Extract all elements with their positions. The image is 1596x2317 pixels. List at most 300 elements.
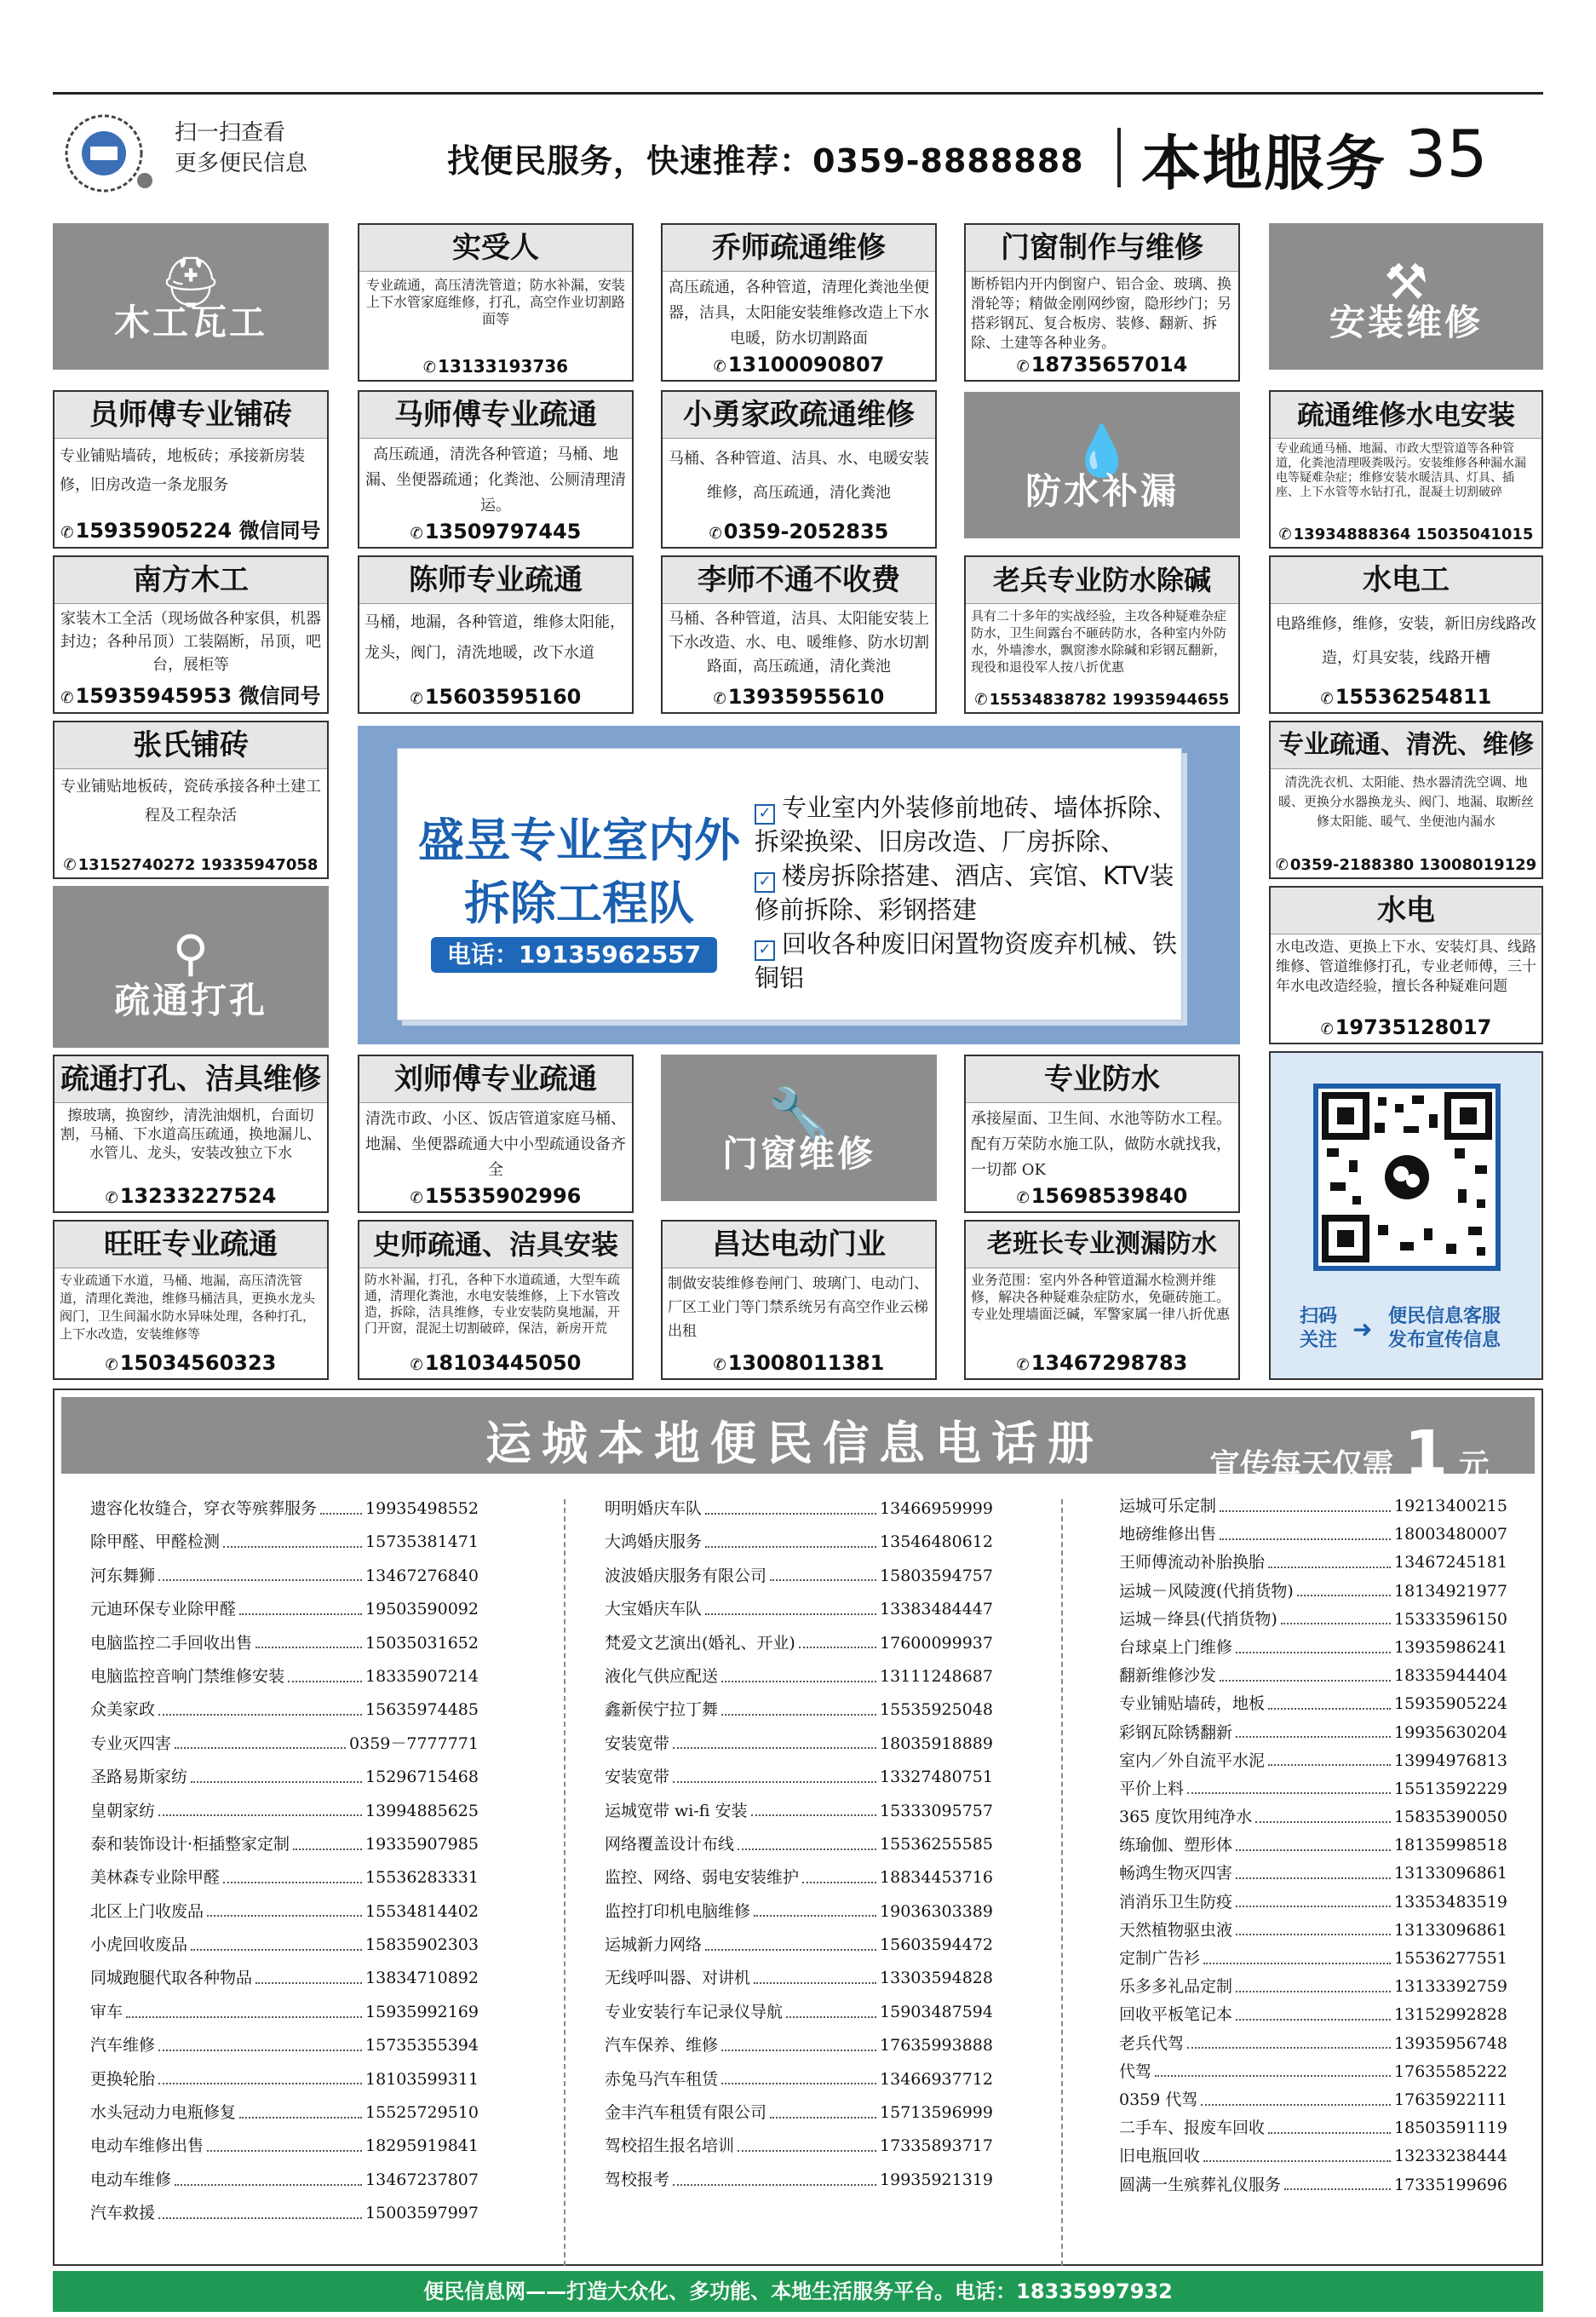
leader-dots — [293, 1828, 362, 1850]
listing-card[interactable] — [358, 1055, 634, 1213]
listing-phone-number: 15935945953 微信同号 — [75, 684, 321, 708]
directory-entry-phone[interactable]: 15735381471 — [365, 1532, 479, 1552]
listing-phone[interactable] — [663, 520, 935, 543]
directory-entry[interactable] — [1119, 1747, 1507, 1775]
directory-entry-phone[interactable]: 15333095757 — [880, 1801, 993, 1820]
directory-entry-phone[interactable]: 15296715468 — [365, 1768, 479, 1787]
directory-entry[interactable] — [90, 1728, 479, 1761]
directory-entry[interactable] — [90, 1627, 479, 1660]
listing-card[interactable] — [1269, 555, 1543, 714]
listing-phone[interactable] — [663, 1351, 935, 1375]
listing-body: 清洗市政、小区、饭店管道家庭马桶、地漏、坐便器疏通大中小型疏通设备齐全 — [365, 1110, 626, 1179]
listing-card[interactable] — [358, 223, 634, 382]
directory-entry-phone[interactable]: 13994885625 — [365, 1801, 479, 1820]
listing-card[interactable] — [53, 721, 329, 879]
listing-phone[interactable] — [663, 685, 935, 709]
listing-card[interactable] — [53, 1220, 329, 1380]
listing-phone[interactable] — [966, 1351, 1238, 1375]
listing-phone[interactable] — [55, 679, 327, 709]
listing-card[interactable] — [964, 223, 1240, 382]
directory-entry[interactable] — [605, 1492, 993, 1526]
directory-entry-phone[interactable]: 18295919841 — [365, 2136, 479, 2156]
listing-phone-number: 15536254811 — [1335, 685, 1492, 709]
directory-entry-phone[interactable]: 17635922111 — [1394, 2090, 1507, 2109]
directory-entry-phone[interactable]: 15803594757 — [880, 1566, 993, 1585]
listing-phone[interactable] — [359, 520, 632, 543]
leader-dots — [207, 2130, 362, 2152]
directory-entry[interactable] — [90, 1962, 479, 1995]
leader-dots — [1187, 2030, 1391, 2050]
directory-entry-phone[interactable]: 15035031652 — [365, 1633, 479, 1653]
directory-entry[interactable] — [1119, 2001, 1507, 2029]
leader-dots — [673, 1761, 876, 1783]
ad-banner-title — [409, 809, 749, 935]
directory-entry[interactable] — [605, 1929, 993, 1962]
listing-phone[interactable] — [55, 1184, 327, 1208]
listing-phone-number: 15034560323 — [119, 1351, 277, 1375]
listing-phone[interactable] — [55, 1351, 327, 1375]
directory-entry[interactable] — [605, 1593, 993, 1626]
directory-entry[interactable] — [605, 1861, 993, 1894]
listing-body: 水电改造、更换上下水、安装灯具、线路维修、管道维修打孔，专业老师傅，三十年水电改造经验，擅长各种疑难问题 — [1276, 939, 1536, 995]
phone-icon: ✆ — [60, 689, 74, 707]
wechat-qr-code-icon[interactable] — [1313, 1084, 1501, 1271]
ad-list-text: 回收各种废旧闲置物资废弃机械、铁铜铝 — [755, 929, 1178, 992]
listing-card[interactable] — [1269, 886, 1543, 1044]
leader-dots — [1220, 1521, 1391, 1540]
directory-entry-name: 金丰汽车租赁有限公司 — [605, 2103, 767, 2123]
listing-card[interactable] — [358, 1220, 634, 1380]
leader-dots — [1236, 1719, 1391, 1739]
directory-entry[interactable] — [1119, 1606, 1507, 1634]
directory-entry-phone[interactable]: 15935992169 — [365, 2002, 479, 2021]
hotline-text: 找便民服务，快速推荐：0359-8888888 — [447, 142, 1084, 180]
directory-entry-phone[interactable]: 19935630204 — [1394, 1722, 1507, 1742]
listing-card[interactable] — [964, 1220, 1240, 1380]
listing-title: 疏通维修水电安装 — [1271, 392, 1541, 439]
directory-entry-phone[interactable]: 0359－7777771 — [349, 1733, 479, 1753]
listing-phone[interactable] — [1271, 526, 1541, 543]
directory-entry[interactable] — [605, 1962, 993, 1995]
directory-entry-name: 汽车救援 — [90, 2204, 156, 2223]
directory-entry-phone[interactable]: 18134921977 — [1394, 1581, 1507, 1601]
directory-entry-phone[interactable]: 18035918889 — [880, 1733, 993, 1753]
category-waterproof[interactable] — [964, 392, 1240, 538]
directory-entry[interactable] — [1119, 1973, 1507, 2001]
leader-dots — [223, 1526, 362, 1548]
directory-entry[interactable] — [1119, 1831, 1507, 1860]
listing-body: 电路维修，维修，安装，新旧房线路改造，灯具安装，线路开槽 — [1276, 615, 1536, 667]
directory-entry-phone[interactable]: 15534814402 — [365, 1901, 479, 1921]
scan-prompt — [175, 118, 307, 179]
directory-entry-phone[interactable]: 13994976813 — [1394, 1751, 1507, 1770]
directory-entry[interactable] — [90, 1526, 479, 1559]
listing-card[interactable] — [358, 555, 634, 714]
directory-entry[interactable] — [90, 1996, 479, 2029]
directory-entry[interactable] — [90, 1693, 479, 1727]
listing-body: 具有二十多年的实战经验，主攻各种疑难杂症防水，卫生间露台不砸砖防水，各种室内外防水，外墙渗水，飘窗渗水除碱和彩钢瓦翻新，现役和退役军人按八折优惠 — [971, 608, 1227, 675]
phone-icon: ✆ — [713, 690, 726, 708]
qr-caption-follow: 关注 — [1300, 1330, 1338, 1351]
directory-entry-phone[interactable]: 13353483519 — [1394, 1892, 1507, 1912]
directory-entry-phone[interactable]: 18103599311 — [365, 2069, 479, 2089]
qr-caption-publish: 发布宣传信息 — [1388, 1330, 1501, 1351]
directory-entry-phone[interactable]: 19503590092 — [365, 1600, 479, 1619]
directory-entry[interactable] — [90, 1761, 479, 1794]
checkbox-icon: ✓ — [755, 940, 775, 961]
qr-caption-scan: 扫码 — [1300, 1306, 1338, 1327]
leader-dots — [802, 1861, 876, 1883]
directory-entry[interactable] — [1119, 1889, 1507, 1917]
listing-title: 专业防水 — [966, 1056, 1238, 1103]
directory-entry-name: 安装宽带 — [605, 1768, 670, 1787]
directory-entry[interactable] — [1119, 1634, 1507, 1662]
category-installation[interactable] — [1269, 223, 1543, 370]
directory-entry-phone[interactable]: 15603594472 — [880, 1935, 993, 1955]
listing-card[interactable] — [53, 555, 329, 714]
listing-card[interactable] — [53, 1055, 329, 1213]
category-unclog[interactable] — [53, 886, 329, 1048]
listing-title: 老班长专业测漏防水 — [966, 1222, 1238, 1268]
listing-card[interactable] — [964, 1055, 1240, 1213]
directory-entry[interactable] — [1119, 1860, 1507, 1888]
listing-body: 专业铺贴地板砖，瓷砖承接各种土建工程及工程杂活 — [60, 778, 321, 825]
leader-dots — [738, 1828, 876, 1850]
phone-icon: ✆ — [1320, 690, 1334, 708]
listing-title: 昌达电动门业 — [663, 1222, 935, 1268]
phone-icon: ✆ — [410, 690, 423, 708]
directory-entry-phone[interactable]: 18003480007 — [1394, 1525, 1507, 1544]
directory-entry-phone[interactable]: 13935956748 — [1394, 2033, 1507, 2053]
phone-icon: ✆ — [410, 1189, 423, 1207]
directory-entry-phone[interactable]: 13383484447 — [880, 1600, 993, 1619]
directory-entry[interactable] — [605, 2096, 993, 2130]
directory-entry[interactable] — [90, 2164, 479, 2197]
leader-dots — [1236, 1860, 1391, 1879]
ad-banner-phone[interactable]: 电话：19135962557 — [431, 937, 717, 973]
category-label: 门窗维修 — [721, 1133, 876, 1175]
directory-entry[interactable] — [1119, 2086, 1507, 2114]
directory-entry-phone[interactable]: 17600099937 — [880, 1633, 993, 1653]
directory-entry[interactable] — [1119, 1803, 1507, 1831]
directory-entry[interactable] — [605, 1895, 993, 1929]
directory-entry-name: 回收平板笔记本 — [1119, 2005, 1233, 2025]
listing-phone[interactable] — [55, 514, 327, 543]
listing-title: 小勇家政疏通维修 — [663, 392, 935, 439]
directory-entry-phone[interactable]: 18135998518 — [1394, 1836, 1507, 1855]
directory-entry[interactable] — [1119, 2142, 1507, 2170]
listing-phone[interactable] — [55, 856, 327, 874]
listing-phone-number: 13152740272 19335947058 — [78, 856, 319, 874]
directory-entry-phone[interactable]: 18503591119 — [1394, 2119, 1507, 2138]
listing-phone[interactable] — [359, 356, 632, 377]
directory-entry[interactable] — [605, 1560, 993, 1593]
directory-entry-name: 运城新力网络 — [605, 1935, 703, 1955]
directory-sub-prefix: 宣传每天仅需 — [1209, 1448, 1394, 1483]
listing-card[interactable] — [1269, 721, 1543, 879]
directory-entry-name: 驾校招生报名培训 — [605, 2136, 735, 2156]
directory-entry[interactable] — [1119, 1521, 1507, 1549]
leader-dots — [158, 2197, 362, 2219]
directory-entry[interactable] — [1119, 1662, 1507, 1690]
directory-entry-phone[interactable]: 13467245181 — [1394, 1553, 1507, 1572]
leader-dots — [705, 1593, 876, 1615]
directory-entry[interactable] — [605, 1693, 993, 1727]
directory-entry-name: 明明婚庆车队 — [605, 1499, 703, 1518]
directory-entry-phone[interactable]: 13133392759 — [1394, 1977, 1507, 1997]
directory-entry[interactable] — [1119, 1719, 1507, 1747]
listing-body: 擦玻璃，换窗纱，清洗油烟机，台面切割，马桶、下水道高压疏通，换地漏儿、水管儿、龙头，安装改独立下水 — [60, 1107, 321, 1162]
category-woodwork[interactable] — [53, 223, 329, 370]
leader-dots — [1268, 2114, 1391, 2134]
leader-dots — [705, 1526, 876, 1548]
listing-card[interactable] — [661, 1220, 937, 1380]
directory-entry-phone[interactable]: 19036303389 — [880, 1901, 993, 1921]
listing-phone[interactable] — [1271, 685, 1541, 709]
leader-dots — [770, 1560, 876, 1582]
leader-dots — [770, 2096, 876, 2119]
listing-phone-number: 19735128017 — [1335, 1015, 1492, 1039]
directory-entry-phone[interactable]: 17335893717 — [880, 2136, 993, 2156]
phone-icon: ✆ — [60, 524, 74, 542]
directory-entry[interactable] — [605, 1627, 993, 1660]
directory-entry-phone[interactable]: 17635585222 — [1394, 2061, 1507, 2081]
directory-entry-name: 审车 — [90, 2002, 123, 2021]
listing-phone-number: 18103445050 — [424, 1351, 582, 1375]
phone-icon: ✆ — [1016, 1189, 1030, 1207]
directory-entry[interactable] — [90, 2130, 479, 2163]
scan-line-2: 更多便民信息 — [175, 151, 308, 176]
directory-entry-phone[interactable]: 13133096861 — [1394, 1920, 1507, 1940]
directory-entry[interactable] — [605, 2029, 993, 2062]
directory-entry-phone[interactable]: 15525729510 — [365, 2103, 479, 2123]
listing-phone[interactable] — [966, 691, 1238, 709]
directory-entry-phone[interactable]: 13152992828 — [1394, 2005, 1507, 2025]
category-doors-windows[interactable] — [661, 1055, 937, 1201]
listing-card[interactable] — [53, 390, 329, 549]
listing-body: 专业疏通，高压清洗管道；防水补漏，安装上下水管家庭维修，打孔，高空作业切割路面等 — [365, 277, 625, 327]
listing-phone[interactable] — [663, 353, 935, 377]
directory-entry-name: 众美家政 — [90, 1700, 156, 1720]
leader-dots — [1203, 1945, 1391, 1964]
directory-entry-phone[interactable]: 13233238444 — [1394, 2147, 1507, 2166]
directory-entry-phone[interactable]: 18335907214 — [365, 1666, 479, 1686]
listing-card[interactable] — [964, 555, 1240, 714]
directory-entry-phone[interactable]: 17635993888 — [880, 2036, 993, 2055]
leader-dots — [1297, 1578, 1391, 1597]
leader-dots — [754, 1895, 876, 1917]
directory-entry[interactable] — [605, 1795, 993, 1828]
directory-entry[interactable] — [1119, 2058, 1507, 2086]
arrow-right-icon: ➜ — [1352, 1315, 1373, 1343]
directory-entry-phone[interactable]: 18834453716 — [880, 1868, 993, 1888]
phone-icon: ✆ — [410, 1356, 423, 1374]
directory-entry-name: 运城宽带 wi-fi 安装 — [605, 1801, 748, 1820]
directory-entry-phone[interactable]: 19213400215 — [1394, 1497, 1507, 1515]
listing-title: 李师不通不收费 — [663, 557, 935, 604]
directory-entry[interactable] — [90, 1929, 479, 1962]
listing-phone[interactable] — [359, 1351, 632, 1375]
listing-card[interactable] — [661, 223, 937, 382]
plunger-icon: ⚲ — [172, 924, 210, 982]
directory-entry-phone[interactable]: 13834710892 — [365, 1969, 479, 1988]
directory-entry[interactable] — [90, 2029, 479, 2062]
leader-dots — [1220, 1492, 1391, 1512]
directory-entry[interactable] — [605, 1761, 993, 1794]
directory-entry-phone[interactable]: 13303594828 — [880, 1969, 993, 1988]
leader-dots — [1284, 2171, 1391, 2191]
directory-entry-name: 同城跑腿代取各种物品 — [90, 1969, 253, 1988]
directory-entry[interactable] — [90, 2197, 479, 2230]
leader-dots — [1236, 1973, 1391, 1992]
listing-phone[interactable] — [1271, 1015, 1541, 1039]
leader-dots — [288, 1660, 362, 1682]
directory-entry-phone[interactable]: 15835902303 — [365, 1935, 479, 1955]
leader-dots — [1236, 1634, 1391, 1653]
directory-entry[interactable] — [605, 1526, 993, 1559]
directory-entry-phone[interactable]: 15635974485 — [365, 1700, 479, 1720]
directory-entry-phone[interactable]: 15003597997 — [365, 2204, 479, 2223]
directory-entry-phone[interactable]: 15935905224 — [1394, 1694, 1507, 1714]
checkbox-icon: ✓ — [755, 872, 775, 893]
leader-dots — [255, 1962, 362, 1984]
leader-dots — [673, 2164, 876, 2186]
leader-dots — [1236, 2001, 1391, 2021]
listing-phone[interactable] — [359, 1184, 632, 1208]
directory-entry-phone[interactable]: 13327480751 — [880, 1768, 993, 1787]
directory-entry[interactable] — [1119, 1690, 1507, 1718]
leader-dots — [1281, 1606, 1391, 1625]
directory-entry[interactable] — [90, 1660, 479, 1693]
directory-entry-phone[interactable]: 13466959999 — [880, 1499, 993, 1518]
directory-entry[interactable] — [90, 1895, 479, 1929]
directory-entry[interactable] — [1119, 1549, 1507, 1577]
directory-entry-phone[interactable]: 19335907985 — [365, 1834, 479, 1854]
directory-entry[interactable] — [1119, 2114, 1507, 2142]
directory-entry[interactable] — [90, 1828, 479, 1861]
directory-entry[interactable] — [1119, 2030, 1507, 2058]
directory-entry-name: 电脑监控音响门禁维修安装 — [90, 1666, 285, 1686]
logo-qr-icon[interactable] — [60, 109, 162, 198]
phone-icon: ✆ — [713, 1356, 726, 1374]
qr-caption-service: 便民信息客服 — [1388, 1306, 1501, 1327]
directory-entry-phone[interactable]: 13546480612 — [880, 1532, 993, 1552]
listing-body: 制做安装维修卷闸门、玻璃门、电动门、厂区工业门等门禁系统另有高空作业云梯出租 — [668, 1275, 928, 1340]
leader-dots — [1268, 1690, 1391, 1710]
wrench-icon: 🔧 — [767, 1084, 830, 1142]
leader-dots — [1187, 1775, 1391, 1795]
directory-entry-phone[interactable]: 13467276840 — [365, 1566, 479, 1585]
directory-entry[interactable] — [605, 2130, 993, 2163]
worker-icon: ⛑ — [159, 253, 222, 311]
directory-entry-name: 监控打印机电脑维修 — [605, 1901, 751, 1921]
directory-entry[interactable] — [605, 1828, 993, 1861]
directory-entry-phone[interactable]: 13133096861 — [1394, 1864, 1507, 1883]
phone-icon: ✆ — [422, 359, 436, 377]
directory-entry[interactable] — [90, 2063, 479, 2096]
directory-sub-suffix: 元 — [1458, 1448, 1490, 1483]
directory-entry[interactable] — [90, 1593, 479, 1626]
listing-card[interactable] — [661, 390, 937, 549]
listing-phone[interactable] — [1271, 856, 1541, 874]
listing-phone[interactable] — [359, 685, 632, 709]
directory-entry-phone[interactable]: 15835390050 — [1394, 1808, 1507, 1827]
listing-card[interactable] — [358, 390, 634, 549]
directory-entry-phone[interactable]: 13466937712 — [880, 2069, 993, 2089]
top-rule — [53, 92, 1543, 95]
directory-entry[interactable] — [1119, 1492, 1507, 1521]
directory-entry[interactable] — [1119, 2171, 1507, 2199]
phone-icon: ✆ — [63, 856, 77, 874]
directory-entry[interactable] — [1119, 1578, 1507, 1606]
listing-body: 清洗洗衣机、太阳能、热水器清洗空调、地暖、更换分水器换龙头、阀门、地漏、取断丝修太阳能、暖气、坐便池内漏水 — [1277, 774, 1534, 829]
directory-entry-phone[interactable]: 13467237807 — [365, 2170, 479, 2189]
leader-dots — [738, 2130, 876, 2152]
directory-entry-phone[interactable]: 15535925048 — [880, 1700, 993, 1720]
listing-body: 专业铺贴墙砖，地板砖；承接新房装修，旧房改造一条龙服务 — [60, 447, 305, 494]
leader-dots — [1201, 2086, 1391, 2106]
leader-dots — [223, 1861, 362, 1883]
directory-entry-name: 电脑监控二手回收出售 — [90, 1633, 253, 1653]
directory-entry[interactable] — [90, 1492, 479, 1526]
listing-phone[interactable] — [966, 1184, 1238, 1208]
directory-entry[interactable] — [605, 1996, 993, 2029]
leader-dots — [1255, 1803, 1391, 1823]
directory-entry-phone[interactable]: 13111248687 — [880, 1666, 993, 1686]
directory-entry[interactable] — [1119, 1945, 1507, 1973]
listing-card[interactable] — [661, 555, 937, 714]
leader-dots — [673, 1728, 876, 1750]
listing-phone-number: 15698539840 — [1031, 1184, 1188, 1208]
directory-entry-phone[interactable]: 18335944404 — [1394, 1666, 1507, 1686]
leader-dots — [175, 2164, 362, 2186]
listing-card[interactable] — [1269, 390, 1543, 549]
directory-entry[interactable] — [605, 1660, 993, 1693]
directory-entry-phone[interactable]: 17335199696 — [1394, 2175, 1507, 2194]
directory-entry-phone[interactable]: 15536255585 — [880, 1834, 993, 1854]
directory-entry-phone[interactable]: 15513592229 — [1394, 1779, 1507, 1798]
phone-icon: ✆ — [410, 525, 423, 543]
leader-dots — [255, 1627, 362, 1649]
directory-entry-name: 汽车保养、维修 — [605, 2036, 719, 2055]
directory-entry[interactable] — [605, 1728, 993, 1761]
directory-entry-name: 平价上料 — [1119, 1779, 1185, 1798]
listing-phone[interactable] — [966, 353, 1238, 377]
directory-entry-name: 驾校报考 — [605, 2170, 670, 2189]
directory-entry[interactable] — [90, 1795, 479, 1828]
directory-entry[interactable] — [1119, 1775, 1507, 1803]
directory-entry[interactable] — [90, 1560, 479, 1593]
leader-dots — [721, 2029, 876, 2051]
directory-entry-phone[interactable]: 13935986241 — [1394, 1637, 1507, 1657]
directory-entry[interactable] — [605, 2164, 993, 2197]
ad-title-line-1: 盛昱专业室内外 — [418, 814, 740, 867]
directory-entry-phone[interactable]: 15713596999 — [880, 2103, 993, 2123]
directory-entry[interactable] — [605, 2063, 993, 2096]
directory-entry[interactable] — [90, 2096, 479, 2130]
directory-entry[interactable] — [1119, 1917, 1507, 1945]
directory-entry-phone[interactable]: 15903487594 — [880, 2002, 993, 2021]
directory-entry-phone[interactable]: 19935921319 — [880, 2170, 993, 2189]
directory-entry-phone[interactable]: 15333596150 — [1394, 1609, 1507, 1629]
directory-entry-name: 除甲醛、甲醛检测 — [90, 1532, 221, 1552]
directory-entry-phone[interactable]: 19935498552 — [365, 1499, 479, 1518]
directory-entry-phone[interactable]: 15536283331 — [365, 1868, 479, 1888]
directory-entry-phone[interactable]: 15735355394 — [365, 2036, 479, 2055]
directory-entry[interactable] — [90, 1861, 479, 1894]
directory-entry-phone[interactable]: 15536277551 — [1394, 1949, 1507, 1968]
listing-body: 高压疏通，各种管道，清理化粪池坐便器，洁具，太阳能安装维修改造上下水电暖，防水切割路面 — [669, 279, 929, 348]
